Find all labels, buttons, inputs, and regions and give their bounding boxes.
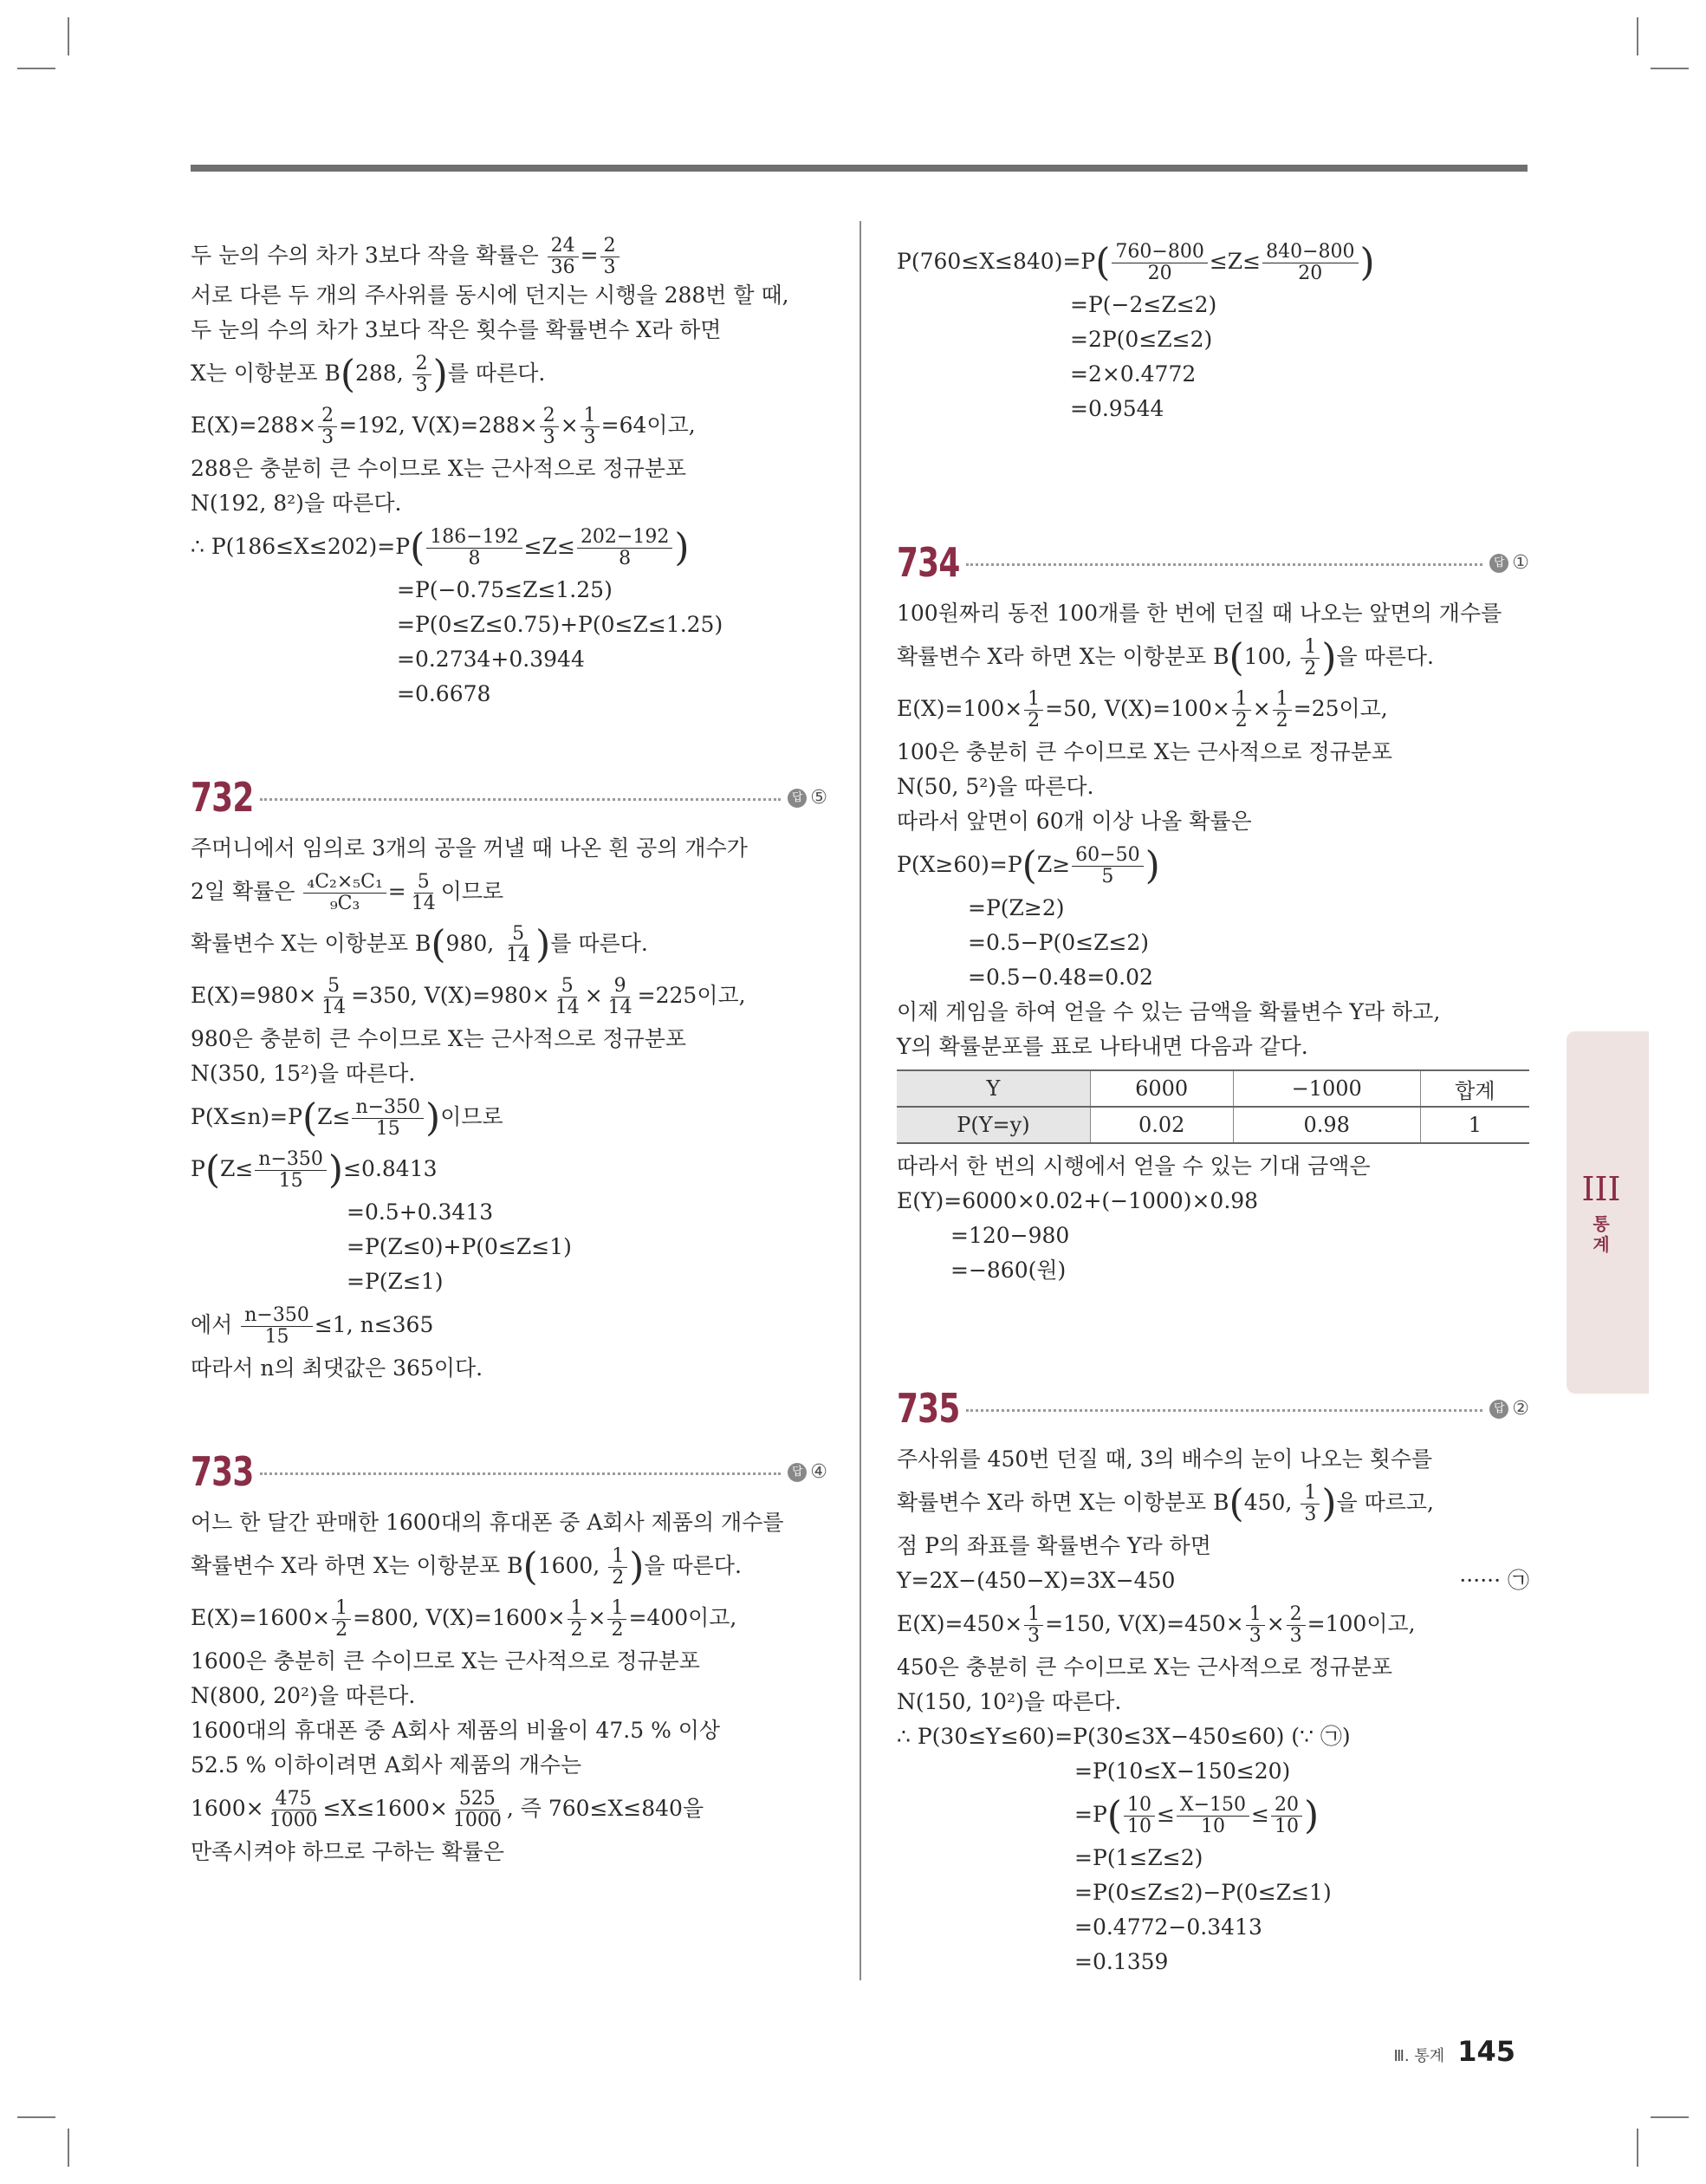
answer-icon: 답 xyxy=(1489,1400,1508,1419)
math-line: =2×0.4772 xyxy=(1070,361,1197,387)
math-line: =0.5−P(0≤Z≤2) xyxy=(968,930,1150,955)
text-line: 980은 충분히 큰 수이므로 X는 근사적으로 정규분포 xyxy=(191,1026,687,1051)
crop-mark xyxy=(68,17,69,55)
text-line: N(150, 10²)을 따른다. xyxy=(897,1689,1122,1714)
math-line: =0.1359 xyxy=(1074,1949,1169,1974)
crop-mark xyxy=(1637,17,1638,55)
distribution-table xyxy=(897,1069,1529,1144)
page-footer xyxy=(1393,2035,1515,2068)
table-cell: 0.02 xyxy=(1090,1107,1233,1143)
crop-mark xyxy=(17,68,55,69)
text-line: N(800, 20²)을 따른다. xyxy=(191,1683,416,1708)
text-line: 288은 충분히 큰 수이므로 X는 근사적으로 정규분포 xyxy=(191,456,687,481)
left-column xyxy=(191,236,827,1869)
text-line: 1600대의 휴대폰 중 A회사 제품의 비율이 47.5 % 이상 xyxy=(191,1718,721,1743)
math-line: =P(Z≤1) xyxy=(347,1269,444,1294)
math-line: P(X≤n)=P(Z≤ $\frac{n-350}{15}$ )이므로 xyxy=(191,1095,503,1141)
answer-icon: 답 xyxy=(788,1463,807,1482)
text-line: 52.5 % 이하이려면 A회사 제품의 개수는 xyxy=(191,1752,582,1778)
text-line: 이제 게임을 하여 얻을 수 있는 금액을 확률변수 Y라 하고, xyxy=(897,999,1441,1024)
answer-icon: 답 xyxy=(1489,554,1508,573)
text-line: 1600은 충분히 큰 수이므로 X는 근사적으로 정규분포 xyxy=(191,1648,700,1674)
text-line: 두 눈의 수의 차가 3보다 작을 확률은 $\frac{24}{36}$ = $\frac{2}{3}$ xyxy=(191,236,827,278)
dotted-leader xyxy=(260,798,781,801)
table-cell: −1000 xyxy=(1233,1070,1420,1107)
math-line: =P(1≤Z≤2) xyxy=(1074,1845,1203,1870)
math-line: =0.5−0.48=0.02 xyxy=(968,965,1153,990)
text-line: 만족시켜야 하므로 구하는 확률은 xyxy=(191,1839,504,1864)
math-line: =2P(0≤Z≤2) xyxy=(1070,327,1213,352)
math-line: E(X)=100× $\frac{1}{2}$ =50, V(X)=100× $\frac{1}{2}$ × $\frac{1}{2}$ =25이고, xyxy=(897,688,1388,731)
dotted-leader xyxy=(260,1472,781,1475)
answer-badge: 답 ① xyxy=(1489,552,1529,574)
crop-mark xyxy=(68,2129,69,2167)
math-line: 1600× $\frac{475}{1000}$ ≤X≤1600× $\frac{525}{1000}$ , 즉 760≤X≤840을 xyxy=(191,1788,704,1831)
math-line: =120−980 xyxy=(950,1223,1070,1248)
text-line: N(350, 15²)을 따른다. xyxy=(191,1061,416,1086)
crop-mark xyxy=(17,2116,55,2118)
text-line: 따라서 앞면이 60개 이상 나올 확률은 xyxy=(897,809,1252,834)
chapter-tab xyxy=(1567,1031,1649,1394)
text-line: 따라서 한 번의 시행에서 얻을 수 있는 기대 금액은 xyxy=(897,1154,1371,1179)
math-line: =P(0≤Z≤0.75)+P(0≤Z≤1.25) xyxy=(397,612,723,637)
page-number: 145 xyxy=(1457,2035,1515,2068)
table-cell: Y xyxy=(897,1070,1090,1107)
math-line: E(X)=450× $\frac{1}{3}$ =150, V(X)=450× $\frac{1}{3}$ × $\frac{2}{3}$ =100이고, xyxy=(897,1603,1416,1647)
text-line: 서로 다른 두 개의 주사위를 동시에 던지는 시행을 288번 할 때, xyxy=(191,283,789,308)
math-line: =0.6678 xyxy=(397,681,491,706)
header-rule xyxy=(191,165,1528,172)
math-line: P(760≤X≤840)=P( $\frac{760-800}{20}$ ≤Z≤ $\frac{840-800}{20}$ ) xyxy=(897,240,1375,285)
text-line: N(50, 5²)을 따른다. xyxy=(897,774,1094,799)
answer-badge: 답 ④ xyxy=(788,1461,827,1483)
text-line: 확률변수 X라 하면 X는 이항분포 B(100, $\frac{1}{2}$ )을 따른다. xyxy=(897,635,1434,680)
table-row xyxy=(897,1107,1529,1143)
problem-header-733 xyxy=(191,1445,827,1498)
table-cell: P(Y=y) xyxy=(897,1107,1090,1143)
math-line: =P(Z≤0)+P(0≤Z≤1) xyxy=(347,1234,572,1259)
text-line: Y의 확률분포를 표로 나타내면 다음과 같다. xyxy=(897,1034,1308,1059)
dotted-leader xyxy=(966,1409,1482,1412)
math-line: E(X)=980× $\frac{5}{14}$ =350, V(X)=980× $\frac{5}{14}$ × $\frac{9}{14}$ =225이고, xyxy=(191,975,746,1018)
problem-number: 732 xyxy=(191,774,254,821)
right-column xyxy=(897,236,1529,1979)
math-line: P(X≥60)=P(Z≥ $\frac{60-50}{5}$ ) xyxy=(897,843,1160,888)
text-line: 어느 한 달간 판매한 1600대의 휴대폰 중 A회사 제품의 개수를 xyxy=(191,1510,784,1535)
footer-section: Ⅲ. 통계 xyxy=(1393,2047,1445,2065)
table-row xyxy=(897,1070,1529,1107)
text-line: 100은 충분히 큰 수이므로 X는 근사적으로 정규분포 xyxy=(897,739,1393,764)
table-cell: 6000 xyxy=(1090,1070,1233,1107)
math-line: =P(−2≤Z≤2) xyxy=(1070,292,1217,317)
math-line: E(X)=1600× $\frac{1}{2}$ =800, V(X)=1600× $\frac{1}{2}$ × $\frac{1}{2}$ =400이고, xyxy=(191,1597,737,1641)
problem-number: 734 xyxy=(897,539,960,586)
problem-header-735 xyxy=(897,1381,1529,1435)
math-line: =0.2734+0.3944 xyxy=(397,647,585,672)
math-line: =−860(원) xyxy=(950,1258,1067,1283)
text-line: 두 눈의 수의 차가 3보다 작은 횟수를 확률변수 X라 하면 xyxy=(191,317,722,342)
problem-number: 733 xyxy=(191,1448,254,1495)
crop-mark xyxy=(1637,2129,1638,2167)
math-line: E(X)=288× $\frac{2}{3}$ =192, V(X)=288× $\frac{2}{3}$ × $\frac{1}{3}$ =64이고, xyxy=(191,405,696,448)
math-line: =P( $\frac{10}{10}$ ≤ $\frac{X-150}{10}$ ≤ $\frac{20}{10}$ ) xyxy=(1074,1793,1320,1838)
table-cell: 0.98 xyxy=(1233,1107,1420,1143)
math-line: =P(−0.75≤Z≤1.25) xyxy=(397,577,613,602)
math-line: 2일 확률은 $\frac{\text{₄C₂×₅C₁}}{\text{₉C₃}}$ = $\frac{5}{14}$ 이므로 xyxy=(191,871,504,914)
math-line: ∴ P(30≤Y≤60)=P(30≤3X−450≤60) (∵ ㉠) xyxy=(897,1724,1351,1749)
crop-mark xyxy=(1651,68,1689,69)
math-line: =0.5+0.3413 xyxy=(347,1199,494,1225)
crop-mark xyxy=(1651,2116,1689,2118)
text-line: 확률변수 X라 하면 X는 이항분포 B(1600, $\frac{1}{2}$ )을 따른다. xyxy=(191,1544,742,1589)
dotted-leader xyxy=(966,563,1482,566)
math-line: Y=2X−(450−X)=3X−450 ······ ㉠ xyxy=(897,1568,1529,1593)
answer-icon: 답 xyxy=(788,789,807,808)
answer-badge: 답 ⑤ xyxy=(788,787,827,809)
text-line: 주사위를 450번 던질 때, 3의 배수의 눈이 나오는 횟수를 xyxy=(897,1446,1433,1472)
math-line: =P(Z≥2) xyxy=(968,895,1065,920)
table-cell: 1 xyxy=(1420,1107,1529,1143)
column-divider xyxy=(859,221,861,1980)
text-line: N(192, 8²)을 따른다. xyxy=(191,491,402,516)
text-line: 450은 충분히 큰 수이므로 X는 근사적으로 정규분포 xyxy=(897,1654,1393,1680)
text-line: 주머니에서 임의로 3개의 공을 꺼낼 때 나온 흰 공의 개수가 xyxy=(191,835,748,861)
problem-header-732 xyxy=(191,770,827,824)
math-line: =0.4772−0.3413 xyxy=(1074,1914,1262,1940)
text-line: 따라서 n의 최댓값은 365이다. xyxy=(191,1355,483,1381)
text-line: 100원짜리 동전 100개를 한 번에 던질 때 나오는 앞면의 개수를 xyxy=(897,601,1502,626)
problem-header-734 xyxy=(897,536,1529,589)
problem-number: 735 xyxy=(897,1385,960,1432)
chapter-numeral: III xyxy=(1581,1170,1621,1208)
text-line: X는 이항분포 B(288, $\frac{2}{3}$ )를 따른다. xyxy=(191,352,546,397)
math-line: P(Z≤ $\frac{n-350}{15}$ )≤0.8413 xyxy=(191,1147,438,1193)
math-line: ∴ P(186≤X≤202)=P( $\frac{186-192}{8}$ ≤Z≤ $\frac{202-192}{8}$ ) xyxy=(191,525,690,570)
table-cell: 합계 xyxy=(1420,1070,1529,1107)
math-line: =0.9544 xyxy=(1070,396,1164,421)
math-line: =P(0≤Z≤2)−P(0≤Z≤1) xyxy=(1074,1880,1332,1905)
text-line: 확률변수 X는 이항분포 B(980, $\frac{5}{14}$ )를 따른다. xyxy=(191,922,648,967)
answer-badge: 답 ② xyxy=(1489,1398,1529,1420)
math-line: E(Y)=6000×0.02+(−1000)×0.98 xyxy=(897,1188,1259,1213)
math-line: =P(10≤X−150≤20) xyxy=(1074,1758,1291,1784)
text-line: 점 P의 좌표를 확률변수 Y라 하면 xyxy=(897,1533,1211,1558)
math-line: 에서 $\frac{n-350}{15}$ ≤1, n≤365 xyxy=(191,1304,434,1348)
chapter-label: 통 계 xyxy=(1592,1213,1610,1255)
text-line: 확률변수 X라 하면 X는 이항분포 B(450, $\frac{1}{3}$ )을 따르고, xyxy=(897,1481,1434,1526)
